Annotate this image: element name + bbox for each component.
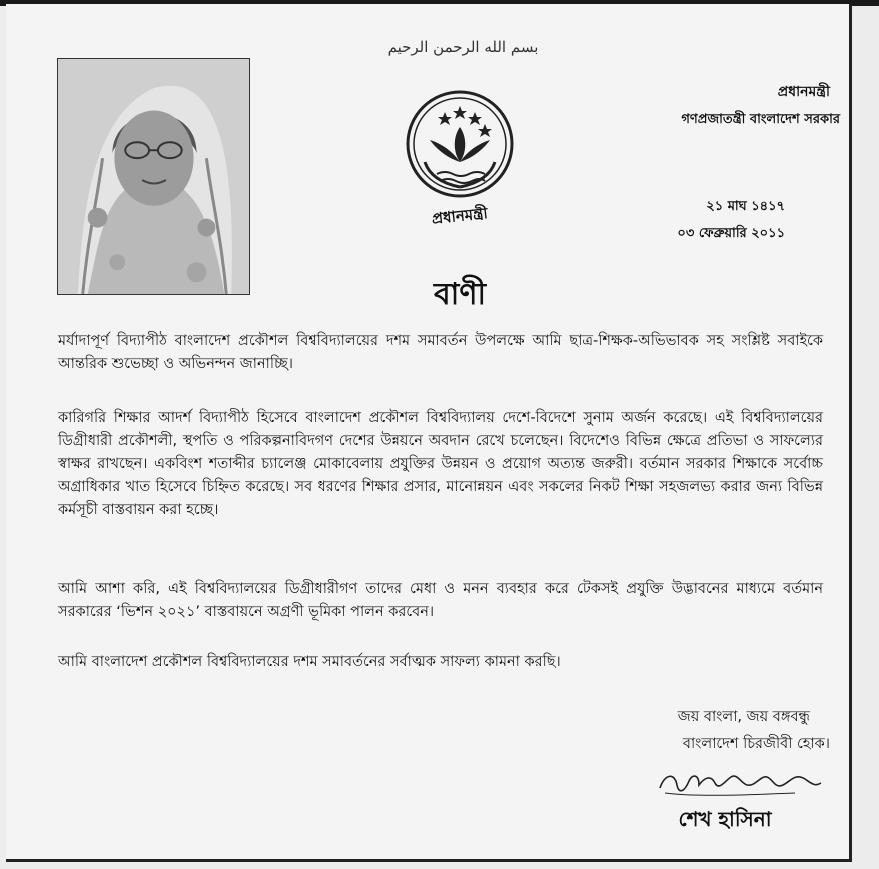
bismillah-calligraphy: بسم الله الرحمن الرحيم xyxy=(387,38,539,56)
emblem-caption: প্রধানমন্ত্রী xyxy=(431,204,489,228)
portrait-photo xyxy=(57,58,250,295)
office-title: প্রধানমন্ত্রী xyxy=(777,84,830,100)
government-name: গণপ্রজাতন্ত্রী বাংলাদেশ সরকার xyxy=(681,112,840,127)
handwritten-signature xyxy=(655,763,825,803)
signatory-name: শেখ হাসিনা xyxy=(678,807,772,831)
closing-lines xyxy=(560,704,830,758)
closing-line-2: বাংলাদেশ চিরজীবী হোক। xyxy=(682,736,830,752)
date-bangla: ২১ মাঘ ১৪১৭ xyxy=(706,199,785,214)
date-block xyxy=(620,193,785,247)
paragraph-4: আমি বাংলাদেশ প্রকৌশল বিশ্ববিদ্যালয়ের দশম সমাবর্তনের সর্বাত্মক সাফল্য কামনা করছি। xyxy=(58,654,561,670)
paragraph-1: মর্যাদাপূর্ণ বিদ্যাপীঠ বাংলাদেশ প্রকৌশল বিশ্ববিদ্যালয়ের দশম সমাবর্তন উপলক্ষে আমি ছাত্র-শিক্ষক-অভিভাবক সহ সংশ্লিষ্ট সবাইকে আন্তরিক শুভেচ্ছা ও অভিনন্দন জানাচ্ছি। xyxy=(58,333,823,372)
closing-line-1: জয় বাংলা, জয় বঙ্গবন্ধু xyxy=(677,709,810,725)
message-heading: বাণী xyxy=(433,277,487,312)
paragraph-2: কারিগরি শিক্ষার আদর্শ বিদ্যাপীঠ হিসেবে বাংলাদেশ প্রকৌশল বিশ্ববিদ্যালয় দেশে-বিদেশে সুনাম অর্জন করেছে। এই বিশ্ববিদ্যালয়ের ডিগ্রীধারী প্রকৌশলী, স্থপতি ও পরিকল্পনাবিদগণ দেশের উন্নয়নে অবদান রেখে চলেছেন। বিদেশেও বিভিন্ন ক্ষেত্রে প্রতিভা ও সাফল্যের স্বাক্ষর রাখছেন। একবিংশ শতাব্দীর চ্যালেঞ্জ মোকাবেলায় প্রযুক্তির উন্নয়ন ও প্রয়োগ অত্যন্ত জরুরী। বর্তমান সরকার শিক্ষাকে সর্বোচ্চ অগ্রাধিকার খাত হিসেবে চিহ্নিত করেছে। সব ধরণের শিক্ষার প্রসার, মানোন্নয়ন এবং সকলের নিকট শিক্ষা সহজলভ্য করার জন্য বিভিন্ন কর্মসূচী বাস্তবায়ন করা হচ্ছে। xyxy=(58,410,823,518)
office-header xyxy=(600,80,840,131)
date-english: ০৩ ফেব্রুয়ারি ২০১১ xyxy=(677,226,785,241)
paragraph-3: আমি আশা করি, এই বিশ্ববিদ্যালয়ের ডিগ্রীধারীগণ তাদের মেধা ও মনন ব্যবহার করে টেকসই প্রযুক্তি উদ্ভাবনের মাধ্যমে বর্তমান সরকারের ‘ভিশন ২০২১’ বাস্তবায়নে অগ্রণী ভূমিকা পালন করবেন। xyxy=(58,581,823,620)
